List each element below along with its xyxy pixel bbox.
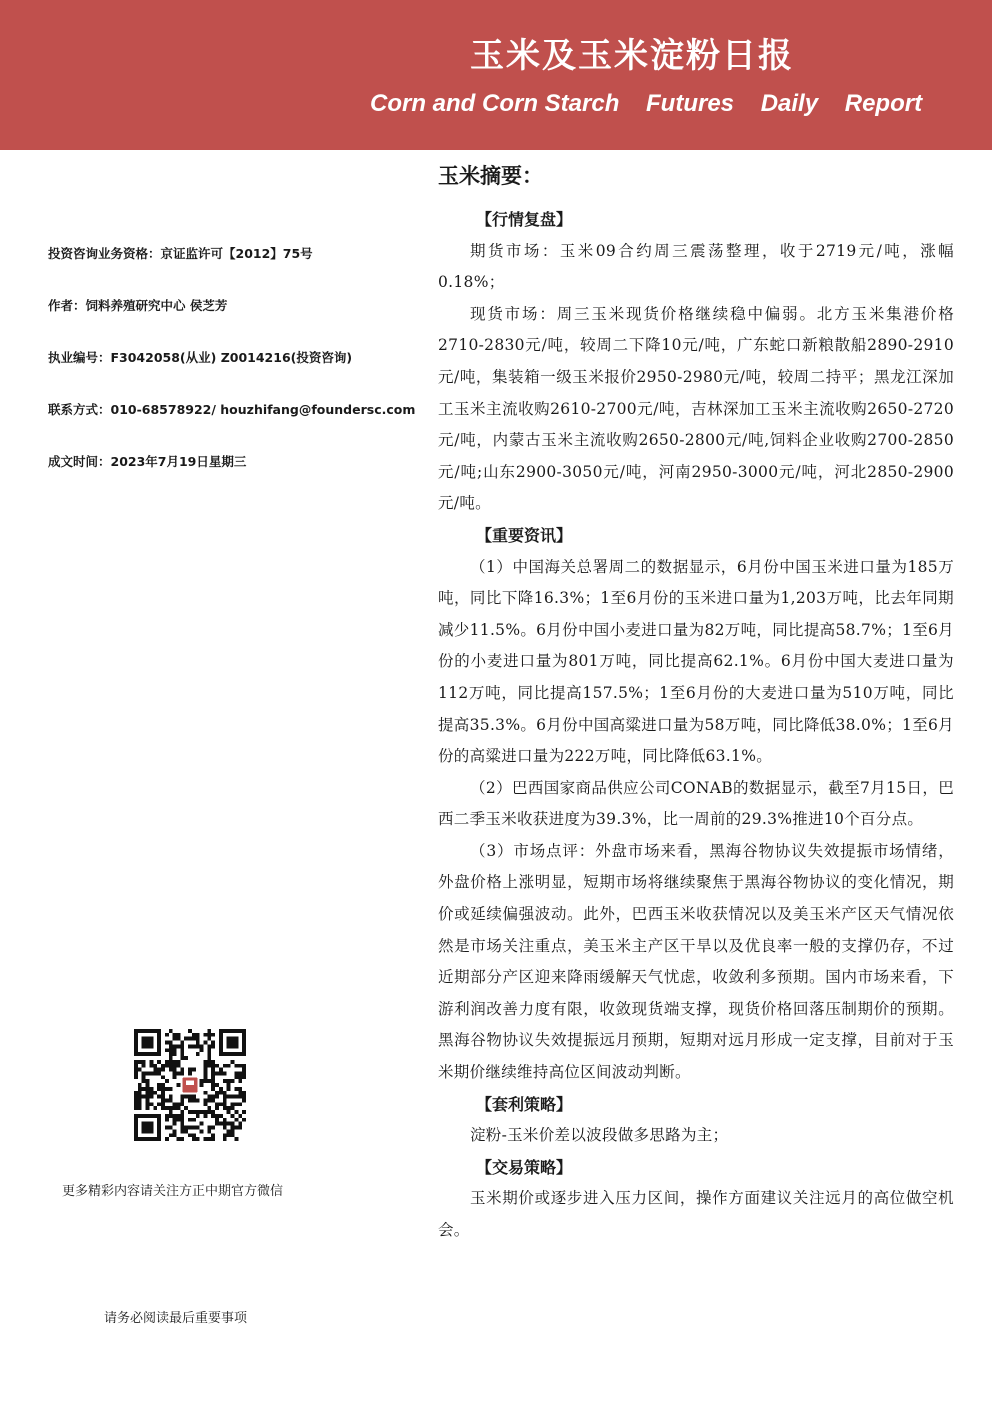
qr-caption: 更多精彩内容请关注方正中期官方微信 <box>62 1184 284 1199</box>
contact-line: 联系方式：010-68578922/ houzhifang@foundersc.com <box>48 402 416 417</box>
report-header <box>0 0 992 150</box>
trading-paragraph: 玉米期价或逐步进入压力区间，操作方面建议关注远月的高位做空机会。 <box>438 1189 954 1239</box>
news-item-2: （2）巴西国家商品供应公司CONAB的数据显示，截至7月15日，巴西二季玉米收获进度为39.3%，比一周前的29.3%推进10个百分点。 <box>438 778 954 829</box>
report-title-cn: 玉米及玉米淀粉日报 <box>470 36 794 76</box>
qualification-line: 投资咨询业务资格：京证监许可【2012】75号 <box>48 246 313 261</box>
license-line: 执业编号：F3042058(从业) Z0014216(投资咨询) <box>48 350 353 365</box>
market-review-heading: 【行情复盘】 <box>476 210 573 229</box>
trading-heading: 【交易策略】 <box>476 1157 573 1177</box>
report-title-en: Corn and Corn Starch Futures Daily Report <box>370 90 923 117</box>
wechat-qr-code-icon <box>134 1029 246 1141</box>
news-item-3: （3）市场点评：外盘市场来看，黑海谷物协议失效提振市场情绪，外盘价格上涨明显，短期市场将继续聚焦于黑海谷物协议的变化情况，期价或延续偏强波动。此外，巴西玉米收获情况以及美玉米产区天气情况依然是市场关注重点，美玉米主产区干旱以及优良率一般的支撑仍存，不过近期部分产区迎来降雨缓解天气忧虑，收敛利多预期。国内市场来看，下游利润改善力度有限，收敛现货端支撑，现货价格回落压制期价的预期。黑海谷物协议失效提振远月预期，短期对远月形成一定支撑，目前对于玉米期价继续维持高位区间波动判断。 <box>438 841 954 1082</box>
arbitrage-paragraph: 淀粉-玉米价差以波段做多思路为主； <box>470 1126 729 1145</box>
author-info <box>48 244 428 504</box>
spot-market-paragraph: 现货市场：周三玉米现货价格继续稳中偏弱。北方玉米集港价格2710-2830元/吨，较周二下降10元/吨，广东蛇口新粮散船2890-2910元/吨，集装箱一级玉米报价2950-2980元/吨，较周二持平；黑龙江深加工玉米主流收购2610-2700元/吨，吉林深加工玉米主流收购2650-2720元/吨，内蒙古玉米主流收购2650-2800元/吨,饲料企业收购2700-2850元/吨;山东2900-3050元/吨，河南2950-3000元/吨，河北2850-2900元/吨。 <box>438 304 954 513</box>
corn-summary-section <box>438 158 954 1247</box>
author-line: 作者：饲料养殖研究中心 侯芝芳 <box>48 298 228 313</box>
news-item-1: （1）中国海关总署周二的数据显示，6月份中国玉米进口量为185万吨，同比下降16.3%；1至6月份的玉米进口量为1,203万吨，比去年同期减少11.5%。6月份中国小麦进口量为82万吨，同比提高58.7%；1至6月份的小麦进口量为801万吨，同比提高62.1%。6月份中国大麦进口量为112万吨，同比提高157.5%；1至6月份的大麦进口量为510万吨，同比提高35.3%。6月份中国高粱进口量为58万吨，同比降低38.0%；1至6月份的高粱进口量为222万吨，同比降低63.1%。 <box>438 557 954 766</box>
arbitrage-heading: 【套利策略】 <box>476 1094 573 1114</box>
futures-market-paragraph: 期货市场：玉米09合约周三震荡整理，收于2719元/吨，涨幅0.18%； <box>438 241 954 292</box>
date-line: 成文时间：2023年7月19日星期三 <box>48 454 247 469</box>
news-heading: 【重要资讯】 <box>476 525 573 545</box>
disclaimer-notice: 请务必阅读最后重要事项 <box>104 1311 248 1326</box>
section-title: 玉米摘要： <box>438 164 543 188</box>
